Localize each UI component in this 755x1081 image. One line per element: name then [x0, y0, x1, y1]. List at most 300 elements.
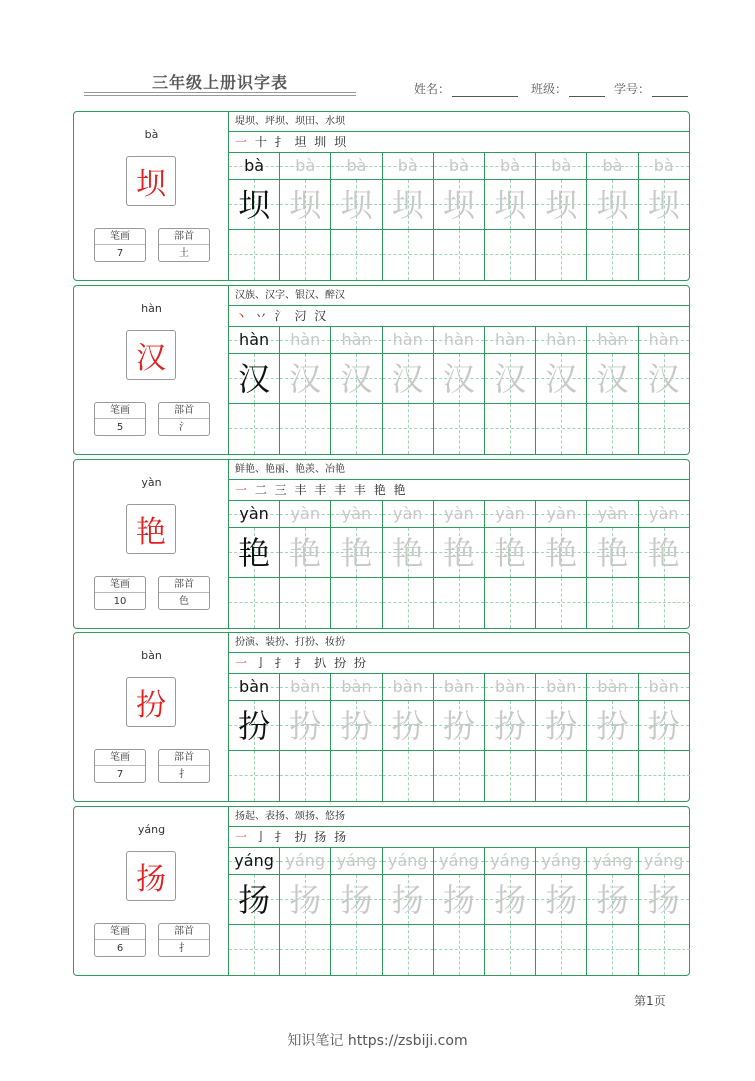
- title-underline: [84, 92, 356, 93]
- trace-character-cell[interactable]: [280, 701, 331, 751]
- pinyin-text: yàn: [597, 504, 628, 523]
- pinyin-text: yáng: [439, 851, 479, 870]
- pinyin-cell: [331, 674, 382, 701]
- trace-character-cell[interactable]: [434, 528, 485, 578]
- character-glyph: 坝: [647, 186, 680, 224]
- character-glyph: 艳: [596, 534, 629, 572]
- character-info-panel: [74, 286, 229, 454]
- trace-character-cell[interactable]: [536, 701, 587, 751]
- blank-writing-cell[interactable]: [280, 751, 331, 801]
- pinyin-text: bà: [295, 156, 316, 175]
- character-glyph: 艳: [494, 534, 527, 572]
- grid-guide-v: [305, 578, 306, 628]
- character-glyph: 艳: [238, 534, 271, 572]
- trace-character-cell[interactable]: [485, 528, 536, 578]
- blank-writing-cell[interactable]: [434, 751, 485, 801]
- grid-guide-v: [459, 404, 460, 454]
- model-character-cell: [229, 354, 280, 404]
- character-glyph: 汉: [596, 360, 629, 398]
- character-glyph: 坝: [494, 186, 527, 224]
- stroke-count-label: 笔画: [95, 750, 145, 766]
- blank-writing-cell[interactable]: [536, 404, 587, 454]
- radical-label: 部首: [159, 577, 209, 593]
- character-glyph: 汉: [494, 360, 527, 398]
- trace-character-cell[interactable]: [587, 180, 638, 230]
- pinyin-text: yáng: [285, 851, 326, 870]
- blank-writing-cell[interactable]: [280, 578, 331, 628]
- pinyin-cell: [331, 848, 382, 875]
- character-info-panel: [74, 807, 229, 975]
- grid-guide-v: [254, 751, 255, 801]
- grid-guide-v: [305, 230, 306, 280]
- blank-writing-cell[interactable]: [536, 578, 587, 628]
- character-info-panel: [74, 112, 229, 280]
- character-info-panel: [74, 460, 229, 628]
- grid-guide-v: [561, 578, 562, 628]
- pinyin-cell: [229, 153, 280, 180]
- blank-writing-cell[interactable]: [434, 925, 485, 975]
- trace-character-cell[interactable]: [280, 180, 331, 230]
- blank-writing-cell[interactable]: [383, 751, 434, 801]
- grid-guide-v: [408, 751, 409, 801]
- model-character-cell: [229, 701, 280, 751]
- stroke-order-rest: 亅 扌 扐 扬 扬: [249, 830, 349, 844]
- pinyin-text: bà: [551, 156, 572, 175]
- pinyin-text: yáng: [490, 851, 530, 870]
- character-glyph: 扮: [647, 707, 680, 745]
- pinyin-text: yáng: [643, 851, 684, 870]
- grid-guide-v: [510, 404, 511, 454]
- trace-character-cell[interactable]: [383, 701, 434, 751]
- trace-character-cell[interactable]: [587, 701, 638, 751]
- radical-value: 色: [179, 596, 189, 607]
- name-label: 姓名：: [414, 82, 451, 96]
- trace-character-cell[interactable]: [383, 180, 434, 230]
- blank-writing-cell[interactable]: [434, 404, 485, 454]
- pinyin-text: bàn: [597, 677, 628, 696]
- pinyin-text: yàn: [239, 504, 269, 523]
- pinyin-cell: [536, 848, 587, 875]
- radical-box: [158, 576, 210, 610]
- character-glyph: 坝: [238, 186, 271, 224]
- pinyin-cell: [434, 848, 485, 875]
- character-glyph: 坝: [545, 186, 578, 224]
- grid-guide-v: [254, 230, 255, 280]
- character-info-panel: [74, 633, 229, 801]
- character-display: 汉: [126, 330, 176, 380]
- character-glyph: 扮: [289, 707, 322, 745]
- practice-grid: [229, 327, 690, 454]
- character-glyph: 扮: [596, 707, 629, 745]
- pinyin-text: hàn: [546, 330, 577, 349]
- blank-writing-cell[interactable]: [229, 578, 280, 628]
- name-field[interactable]: [414, 80, 518, 97]
- pinyin-cell: [587, 501, 638, 528]
- trace-character-cell[interactable]: [331, 875, 382, 925]
- blank-writing-cell[interactable]: [639, 404, 690, 454]
- pinyin-cell: [229, 674, 280, 701]
- trace-character-cell[interactable]: [639, 528, 690, 578]
- character-glyph: 扬: [596, 881, 629, 919]
- grid-guide-v: [561, 925, 562, 975]
- character-glyph: 扮: [238, 707, 271, 745]
- blank-writing-cell[interactable]: [229, 404, 280, 454]
- trace-character-cell[interactable]: [331, 528, 382, 578]
- grid-guide-v: [664, 578, 665, 628]
- stroke-count-box: [94, 923, 146, 957]
- blank-writing-cell[interactable]: [331, 925, 382, 975]
- grid-guide-v: [459, 925, 460, 975]
- practice-panel: [229, 807, 690, 975]
- trace-character-cell[interactable]: [434, 354, 485, 404]
- pinyin-cell: [485, 153, 536, 180]
- example-words: 汉族、汉字、银汉、醉汉: [229, 286, 690, 306]
- grid-guide-v: [612, 578, 613, 628]
- stroke-count-box: [94, 228, 146, 262]
- trace-character-cell[interactable]: [587, 528, 638, 578]
- pinyin-cell: [485, 674, 536, 701]
- example-words: 扮演、装扮、打扮、妆扮: [229, 633, 690, 653]
- pinyin-text: hàn: [495, 330, 526, 349]
- stroke-order-rest: 丷 氵 汈 汉: [249, 309, 329, 323]
- character-glyph: 扬: [494, 881, 527, 919]
- character-pinyin: bà: [144, 128, 159, 141]
- character-glyph: 汉: [391, 360, 424, 398]
- pinyin-cell: [639, 501, 690, 528]
- pinyin-text: bà: [602, 156, 623, 175]
- grid-guide-v: [664, 404, 665, 454]
- trace-character-cell[interactable]: [536, 875, 587, 925]
- pinyin-cell: [434, 327, 485, 354]
- stroke-order-rest: 亅 扌 扌 扒 扮 扮: [249, 656, 368, 670]
- stroke-count-value: 6: [116, 943, 124, 954]
- character-glyph: 汉: [238, 360, 271, 398]
- blank-writing-cell[interactable]: [331, 751, 382, 801]
- grid-guide-v: [612, 404, 613, 454]
- character-glyph: 坝: [340, 186, 373, 224]
- trace-character-cell[interactable]: [485, 875, 536, 925]
- blank-writing-cell[interactable]: [587, 230, 638, 280]
- character-glyph: 扮: [340, 707, 373, 745]
- blank-writing-cell[interactable]: [485, 751, 536, 801]
- blank-writing-cell[interactable]: [639, 925, 690, 975]
- character-glyph: 扮: [545, 707, 578, 745]
- blank-writing-cell[interactable]: [229, 925, 280, 975]
- radical-box: [158, 402, 210, 436]
- practice-panel: [229, 460, 690, 628]
- pinyin-cell: [639, 848, 690, 875]
- character-display: 坝: [126, 156, 176, 206]
- model-character-cell: [229, 180, 280, 230]
- pinyin-cell: [587, 327, 638, 354]
- trace-character-cell[interactable]: [434, 875, 485, 925]
- radical-box: [158, 749, 210, 783]
- character-glyph: 扮: [391, 707, 424, 745]
- worksheet-title: 三年级上册识字表: [151, 73, 288, 92]
- grid-guide-v: [664, 230, 665, 280]
- blank-writing-cell[interactable]: [536, 925, 587, 975]
- character-glyph: 坝: [442, 186, 475, 224]
- character-glyph: 扬: [545, 881, 578, 919]
- character-glyph: 扬: [289, 881, 322, 919]
- practice-grid: [229, 501, 690, 628]
- pinyin-text: bàn: [341, 677, 372, 696]
- class-blank[interactable]: [569, 85, 605, 97]
- class-field[interactable]: [531, 80, 605, 97]
- pinyin-cell: [229, 501, 280, 528]
- trace-character-cell[interactable]: [383, 354, 434, 404]
- model-character-cell: [229, 875, 280, 925]
- radical-value: 扌: [179, 769, 189, 780]
- blank-writing-cell[interactable]: [639, 751, 690, 801]
- trace-character-cell[interactable]: [587, 354, 638, 404]
- grid-guide-v: [408, 925, 409, 975]
- model-character-cell: [229, 528, 280, 578]
- pinyin-cell: [639, 153, 690, 180]
- pinyin-text: bàn: [392, 677, 423, 696]
- blank-writing-cell[interactable]: [434, 230, 485, 280]
- blank-writing-cell[interactable]: [331, 404, 382, 454]
- trace-character-cell[interactable]: [485, 354, 536, 404]
- pinyin-text: bàn: [648, 677, 679, 696]
- character-card: [73, 459, 690, 629]
- footer-watermark: 知识笔记 https://zsbiji.com: [287, 1033, 468, 1049]
- blank-writing-cell[interactable]: [639, 230, 690, 280]
- character-glyph: 扬: [340, 881, 373, 919]
- grid-guide-v: [408, 230, 409, 280]
- pinyin-text: yáng: [541, 851, 582, 870]
- grid-guide-v: [254, 925, 255, 975]
- trace-character-cell[interactable]: [280, 528, 331, 578]
- character-glyph: 艳: [289, 534, 322, 572]
- blank-writing-cell[interactable]: [587, 925, 638, 975]
- trace-character-cell[interactable]: [331, 701, 382, 751]
- character-pinyin: yàn: [141, 476, 162, 489]
- trace-character-cell[interactable]: [587, 875, 638, 925]
- trace-character-cell[interactable]: [331, 180, 382, 230]
- radical-value: 土: [179, 248, 189, 259]
- blank-writing-cell[interactable]: [485, 925, 536, 975]
- stroke-order: [229, 132, 690, 153]
- trace-character-cell[interactable]: [639, 701, 690, 751]
- grid-guide-v: [459, 751, 460, 801]
- pinyin-cell: [280, 501, 331, 528]
- pinyin-cell: [536, 501, 587, 528]
- stroke-count-value: 10: [113, 596, 127, 607]
- trace-character-cell[interactable]: [280, 354, 331, 404]
- grid-guide-v: [561, 751, 562, 801]
- pinyin-text: yàn: [648, 504, 679, 523]
- stroke-count-label: 笔画: [95, 577, 145, 593]
- character-glyph: 扬: [391, 881, 424, 919]
- blank-writing-cell[interactable]: [536, 230, 587, 280]
- trace-character-cell[interactable]: [434, 180, 485, 230]
- blank-writing-cell[interactable]: [229, 230, 280, 280]
- pinyin-text: hàn: [648, 330, 679, 349]
- character-glyph: 坝: [289, 186, 322, 224]
- title-underline-2: [84, 95, 356, 96]
- blank-writing-cell[interactable]: [383, 230, 434, 280]
- trace-character-cell[interactable]: [639, 180, 690, 230]
- pinyin-cell: [434, 674, 485, 701]
- grid-guide-v: [561, 404, 562, 454]
- pinyin-cell: [434, 501, 485, 528]
- radical-value: 氵: [179, 422, 189, 433]
- character-display: 扬: [126, 851, 176, 901]
- character-pinyin: yáng: [137, 823, 166, 836]
- stroke-count-value: 7: [116, 769, 124, 780]
- pinyin-text: yàn: [341, 504, 372, 523]
- blank-writing-cell[interactable]: [383, 925, 434, 975]
- blank-writing-cell[interactable]: [485, 578, 536, 628]
- blank-writing-cell[interactable]: [383, 578, 434, 628]
- grid-guide-v: [356, 404, 357, 454]
- pinyin-text: bàn: [239, 677, 270, 696]
- number-label: 学号：: [614, 82, 651, 96]
- stroke-order-rest: 二 三 丰 丰 丰 丰 艳 艳: [249, 483, 408, 497]
- blank-writing-cell[interactable]: [280, 230, 331, 280]
- blank-writing-cell[interactable]: [229, 751, 280, 801]
- trace-character-cell[interactable]: [280, 875, 331, 925]
- blank-writing-cell[interactable]: [331, 230, 382, 280]
- example-words: 鲜艳、艳丽、艳羡、冶艳: [229, 460, 690, 480]
- grid-guide-v: [408, 578, 409, 628]
- radical-value: 扌: [179, 943, 189, 954]
- pinyin-text: yáng: [234, 851, 274, 870]
- grid-guide-v: [510, 578, 511, 628]
- pinyin-text: yàn: [392, 504, 423, 523]
- character-glyph: 艳: [442, 534, 475, 572]
- pinyin-text: bà: [244, 156, 265, 175]
- blank-writing-cell[interactable]: [587, 404, 638, 454]
- pinyin-cell: [587, 848, 638, 875]
- character-glyph: 扬: [238, 881, 271, 919]
- pinyin-text: bà: [448, 156, 469, 175]
- stroke-count-value: 5: [116, 422, 124, 433]
- grid-guide-v: [254, 404, 255, 454]
- grid-guide-v: [510, 230, 511, 280]
- pinyin-cell: [331, 153, 382, 180]
- grid-guide-v: [305, 925, 306, 975]
- pinyin-text: hàn: [597, 330, 628, 349]
- pinyin-text: bà: [500, 156, 521, 175]
- pinyin-cell: [536, 327, 587, 354]
- character-glyph: 艳: [647, 534, 680, 572]
- grid-guide-v: [408, 404, 409, 454]
- trace-character-cell[interactable]: [485, 701, 536, 751]
- blank-writing-cell[interactable]: [536, 751, 587, 801]
- character-glyph: 坝: [596, 186, 629, 224]
- grid-guide-v: [612, 751, 613, 801]
- number-field[interactable]: [614, 80, 688, 97]
- character-glyph: 汉: [340, 360, 373, 398]
- grid-guide-v: [254, 578, 255, 628]
- blank-writing-cell[interactable]: [587, 578, 638, 628]
- practice-panel: [229, 286, 690, 454]
- stroke-order: [229, 480, 690, 501]
- pinyin-cell: [280, 848, 331, 875]
- pinyin-cell: [331, 501, 382, 528]
- grid-guide-v: [459, 578, 460, 628]
- trace-character-cell[interactable]: [434, 701, 485, 751]
- pinyin-cell: [485, 848, 536, 875]
- character-pinyin: bàn: [141, 649, 162, 662]
- blank-writing-cell[interactable]: [383, 404, 434, 454]
- blank-writing-cell[interactable]: [587, 751, 638, 801]
- character-glyph: 扬: [442, 881, 475, 919]
- trace-character-cell[interactable]: [331, 354, 382, 404]
- pinyin-text: hàn: [239, 330, 270, 349]
- stroke-count-label: 笔画: [95, 924, 145, 940]
- practice-grid: [229, 153, 690, 280]
- trace-character-cell[interactable]: [536, 180, 587, 230]
- blank-writing-cell[interactable]: [280, 404, 331, 454]
- pinyin-cell: [280, 674, 331, 701]
- grid-guide-v: [356, 751, 357, 801]
- stroke-order-first: 一: [235, 483, 250, 497]
- trace-character-cell[interactable]: [639, 875, 690, 925]
- pinyin-cell: [229, 848, 280, 875]
- trace-character-cell[interactable]: [383, 875, 434, 925]
- class-label: 班级：: [531, 82, 568, 96]
- trace-character-cell[interactable]: [536, 354, 587, 404]
- pinyin-cell: [331, 327, 382, 354]
- grid-guide-v: [664, 925, 665, 975]
- pinyin-cell: [434, 153, 485, 180]
- character-glyph: 扮: [442, 707, 475, 745]
- character-card: [73, 111, 690, 281]
- name-blank[interactable]: [452, 85, 518, 97]
- blank-writing-cell[interactable]: [280, 925, 331, 975]
- radical-label: 部首: [159, 229, 209, 245]
- grid-guide-v: [510, 925, 511, 975]
- grid-guide-v: [356, 578, 357, 628]
- example-words: 扬起、表扬、颂扬、悠扬: [229, 807, 690, 827]
- radical-label: 部首: [159, 924, 209, 940]
- grid-guide-v: [305, 751, 306, 801]
- pinyin-cell: [383, 501, 434, 528]
- grid-guide-v: [356, 230, 357, 280]
- practice-grid: [229, 848, 690, 975]
- character-card: [73, 285, 690, 455]
- pinyin-cell: [536, 153, 587, 180]
- character-glyph: 汉: [647, 360, 680, 398]
- blank-writing-cell[interactable]: [331, 578, 382, 628]
- trace-character-cell[interactable]: [536, 528, 587, 578]
- stroke-order-rest: 十 扌 坦 圳 坝: [249, 135, 349, 149]
- stroke-count-label: 笔画: [95, 403, 145, 419]
- blank-writing-cell[interactable]: [434, 578, 485, 628]
- number-blank[interactable]: [652, 85, 688, 97]
- blank-writing-cell[interactable]: [485, 404, 536, 454]
- stroke-count-box: [94, 576, 146, 610]
- trace-character-cell[interactable]: [639, 354, 690, 404]
- character-card: [73, 806, 690, 976]
- blank-writing-cell[interactable]: [639, 578, 690, 628]
- radical-label: 部首: [159, 403, 209, 419]
- character-glyph: 扮: [494, 707, 527, 745]
- character-display: 艳: [126, 504, 176, 554]
- blank-writing-cell[interactable]: [485, 230, 536, 280]
- pinyin-text: bàn: [495, 677, 526, 696]
- pinyin-cell: [485, 327, 536, 354]
- pinyin-cell: [383, 674, 434, 701]
- character-glyph: 艳: [340, 534, 373, 572]
- trace-character-cell[interactable]: [485, 180, 536, 230]
- practice-grid: [229, 674, 690, 801]
- trace-character-cell[interactable]: [383, 528, 434, 578]
- character-display: 扮: [126, 677, 176, 727]
